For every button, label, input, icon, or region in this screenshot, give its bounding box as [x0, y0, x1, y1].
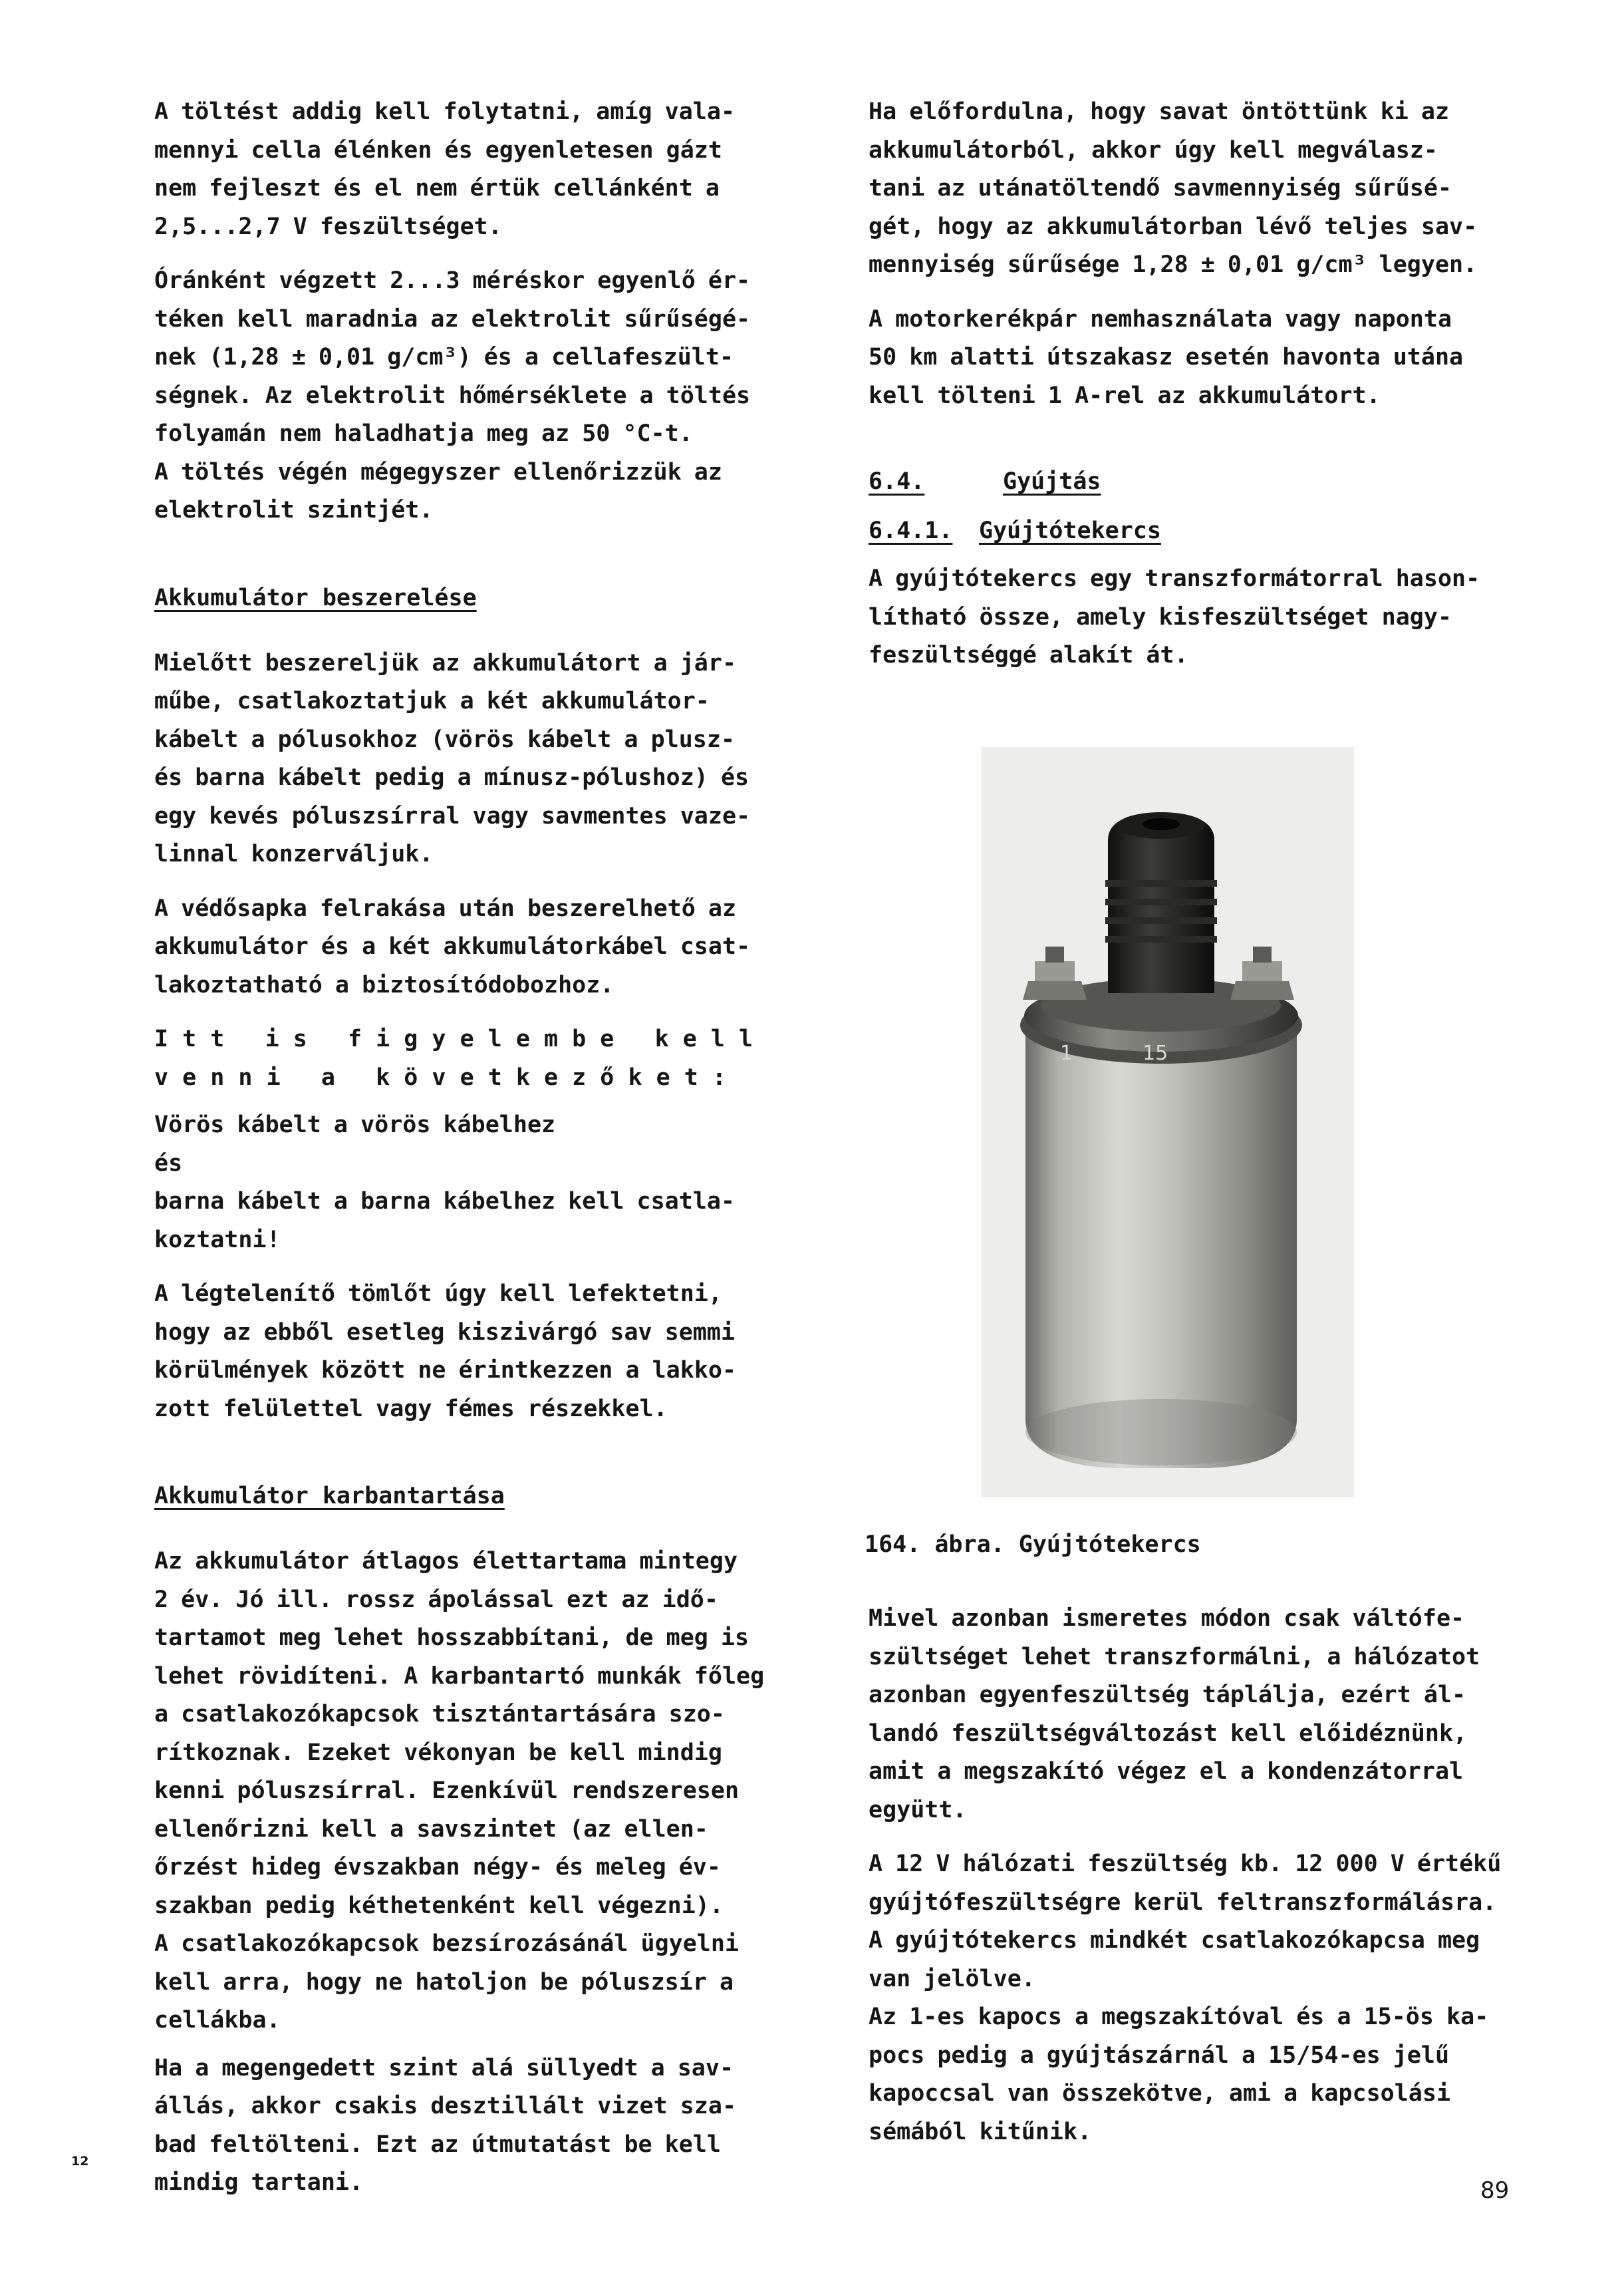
corner-number: 12 — [71, 2154, 89, 2169]
maintenance-paragraph: Az akkumulátor átlagos élettartama mintegy 2 év. Jó ill. rossz ápolással ezt az idő- tartamot meg lehet hosszabbítani, de meg is lehet rövidíteni. A karbantartó munkák főleg a csatlakozókapcsok tisztántartására szo- rítkoznak. Ezeket vékonyan be kell mindig kenni póluszsírral. Ezenkívül rendszeresen ellenőrizni kell a savszintet (az ellen- őrzést hideg évszakban négy- és meleg év- szakban pedig kéthetenként kell végezni). A csatlakozókapcsok bezsírozásánál ügyelni kell arra, hogy ne hatoljon be póluszsír a cellákba. — [154, 1548, 765, 2034]
ignition-coil-photo — [982, 747, 1354, 1497]
page-number: 89 — [1480, 2177, 1510, 2204]
ac-transform-paragraph: Mivel azonban ismeretes módon csak váltófe- szültséget lehet transzformálni, a hálózatot azonban egyenfeszültség táplálja, ezért ál- landó feszültségváltozást kell előidéznünk, amit a megszakító végez el a kondenzátorral együtt. — [869, 1605, 1480, 1823]
spilled-acid-paragraph: Ha előfordulna, hogy savat öntöttünk ki az akkumulátorból, akkor úgy kell megválasz- tani az utánatöltendő savmennyiség sűrűsé- gét, hogy az akkumulátorban lévő teljes sav- mennyiség sűrűsége 1,28 ± 0,01 g/cm³ legyen. — [869, 98, 1478, 278]
vent-hose-paragraph: A légtelenítő tömlőt úgy kell lefektetni, hogy az ebből esetleg kiszivárgó sav semmi körülmények között ne érintkezzen a lakko- zott felülettel vagy fémes részekkel. — [154, 1281, 737, 1422]
measurement-paragraph: Óránként végzett 2...3 méréskor egyenlő ér- téken kell maradnia az elektrolit sűrűségé- nek (1,28 ± 0,01 g/cm³) és a cellafeszült- ségnek. Az elektrolit hőmérséklete a töltés folyamán nem haladhatja meg az 50 °C-t. A töltés végén mégegyszer ellenőrizzük az elektrolit szintjét. — [154, 267, 751, 524]
terminal-1-label: 1 — [1060, 1042, 1073, 1065]
cap-paragraph: A védősapka felrakása után beszerelhető az akkumulátor és a két akkumulátorkábel csat- lakoztatható a biztosítódobozhoz. — [154, 895, 751, 998]
notice-spaced-line-2: v e n n i a k ö v e t k e z ő k e t : — [154, 1064, 727, 1091]
acid-level-paragraph: Ha a megengedett szint alá süllyedt a sav- állás, akkor csakis desztillált vizet sza- bad feltölteni. Ezt az útmutatást be kell mindig tartani. — [154, 2054, 737, 2196]
subsection-number: 6.4.1. — [869, 518, 953, 544]
notice-spaced-line-1: I t t i s f i g y e l e m b e k e l l — [154, 1026, 754, 1052]
figure-caption: 164. ábra. Gyújtótekercs — [865, 1531, 1201, 1558]
charging-paragraph: A töltést addig kell folytatni, amíg vala- mennyi cella élénken és egyenletesen gázt nem fejleszt és el nem értük cellánként a 2,5...2,7 V feszültséget. — [154, 98, 736, 240]
right-column-lower — [869, 1600, 1547, 2151]
section-title: Gyújtás — [1003, 468, 1101, 495]
subsection-title: Gyújtótekercs — [979, 518, 1161, 544]
maintenance-heading: Akkumulátor karbantartása — [154, 1483, 505, 1509]
recharge-paragraph: A motorkerékpár nemhasználata vagy naponta 50 km alatti útszakasz esetén havonta utána kell tölteni 1 A-rel az akkumulátort. — [869, 305, 1464, 409]
terminal-15-label: 15 — [1143, 1042, 1168, 1065]
section-number: 6.4. — [869, 468, 925, 495]
installation-heading: Akkumulátor beszerelése — [154, 584, 477, 611]
coil-description-paragraph: A gyújtótekercs egy transzformátorral hason- lítható össze, amely kisfeszültséget nagy- feszültséggé alakít át. — [869, 565, 1480, 669]
voltage-paragraph: A 12 V hálózati feszültség kb. 12 000 V értékű gyújtófeszültségre kerül feltranszformálásra. A gyújtótekercs mindkét csatlakozókapcsa meg van jelölve. Az 1-es kapocs a megszakítóval és a 15-ös ka- pocs pedig a gyújtászárnál a 15/54-es jelű kapoccsal van összekötve, ami a kapcsolási sémából kitűnik. — [869, 1851, 1502, 2145]
subsection-heading — [869, 518, 1547, 544]
section-heading — [869, 468, 1547, 495]
cable-color-paragraph: Vörös kábelt a vörös kábelhez és barna kábelt a barna kábelhez kell csatla- koztatni! — [154, 1112, 736, 1253]
ignition-coil-illustration — [982, 747, 1354, 1497]
right-column — [869, 93, 1547, 675]
installation-paragraph: Mielőtt beszereljük az akkumulátort a jár- műbe, csatlakoztatjuk a két akkumulátor- kábelt a pólusokhoz (vörös kábelt a plusz- és barna kábelt pedig a mínusz-pólushoz) és egy kevés póluszsírral vagy savmentes vaze- linnal konzerváljuk. — [154, 649, 751, 867]
left-column — [154, 93, 813, 2202]
